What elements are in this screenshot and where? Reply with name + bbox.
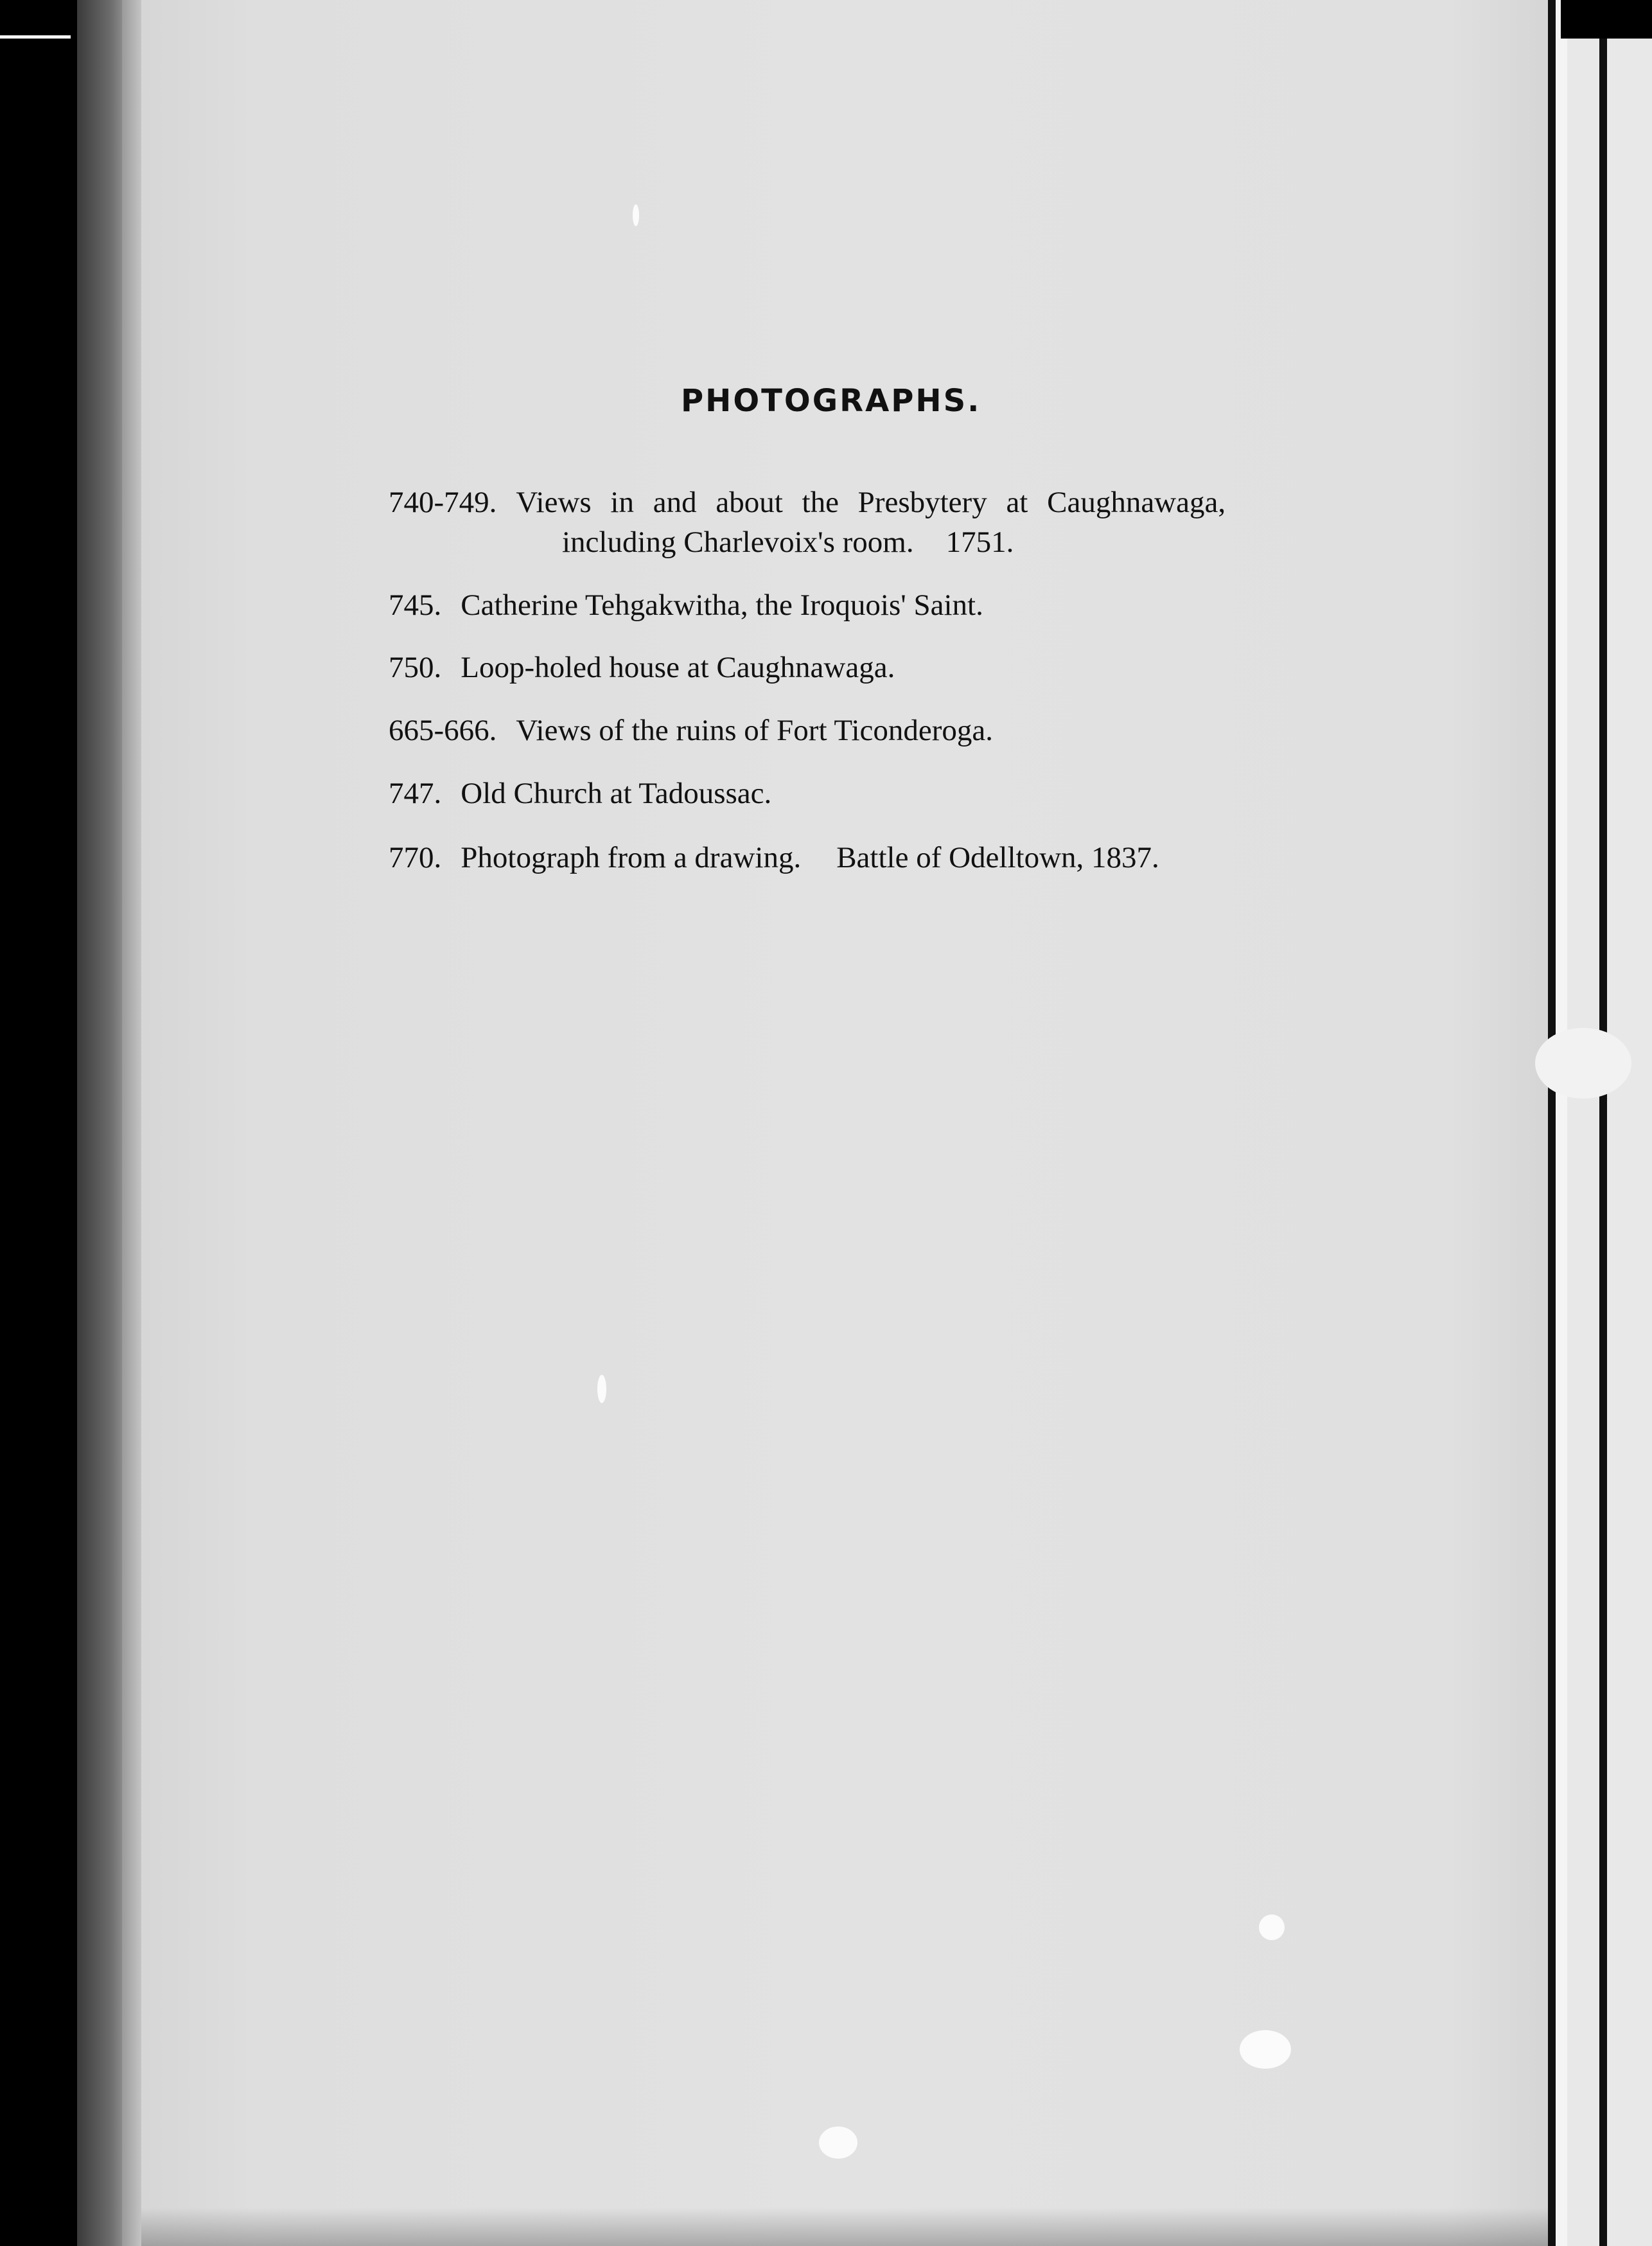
scan-speck xyxy=(597,1375,606,1403)
book-spine-shadow xyxy=(0,0,77,2246)
scan-corner-shadow xyxy=(1561,0,1652,39)
scan-speck xyxy=(1535,1028,1631,1099)
photo-number: 770. xyxy=(389,841,442,874)
scan-speck xyxy=(819,2127,857,2159)
photo-description: including Charlevoix's room. xyxy=(562,526,914,559)
photo-description: Views in and about the Presbytery at Caughnawaga, xyxy=(516,486,1226,519)
page-gutter-gap xyxy=(1556,0,1567,2246)
photo-number: 747. xyxy=(389,777,442,810)
photo-number: 750. xyxy=(389,651,442,684)
page-inner-edge xyxy=(122,0,141,2246)
adjacent-page-edge xyxy=(1567,0,1652,2246)
photo-entry xyxy=(389,776,771,811)
photo-number: 745. xyxy=(389,588,442,622)
photo-description: Catherine Tehgakwitha, the Iroquois' Saint. xyxy=(461,588,983,622)
photo-year: 1751. xyxy=(945,526,1014,559)
photo-description: Loop-holed house at Caughnawaga. xyxy=(461,651,895,684)
page-gutter-line xyxy=(1548,0,1556,2246)
photo-entry xyxy=(389,840,1159,875)
scan-speck xyxy=(1259,1914,1285,1940)
photo-entry xyxy=(389,588,983,623)
adjacent-page-stripe xyxy=(1599,0,1607,2246)
photo-description: Views of the ruins of Fort Ticonderoga. xyxy=(516,714,993,747)
page-title: PHOTOGRAPHS. xyxy=(681,383,981,419)
scan-speck xyxy=(633,204,639,226)
page-bottom-shadow xyxy=(141,2207,1561,2246)
photo-caption-extra: Battle of Odelltown, 1837. xyxy=(836,841,1159,874)
scan-artifact-line xyxy=(0,35,71,39)
photo-description: Old Church at Tadoussac. xyxy=(461,777,772,810)
photo-entry-continuation xyxy=(562,525,1014,560)
photo-number: 740-749. xyxy=(389,486,497,519)
photo-entry xyxy=(389,485,1226,520)
photo-entry xyxy=(389,713,993,748)
photo-description: Photograph from a drawing. xyxy=(461,841,802,874)
book-spine-band xyxy=(77,0,122,2246)
book-page xyxy=(141,0,1561,2246)
scan-speck xyxy=(1240,2030,1291,2069)
photo-number: 665-666. xyxy=(389,714,497,747)
photo-entry xyxy=(389,650,895,685)
